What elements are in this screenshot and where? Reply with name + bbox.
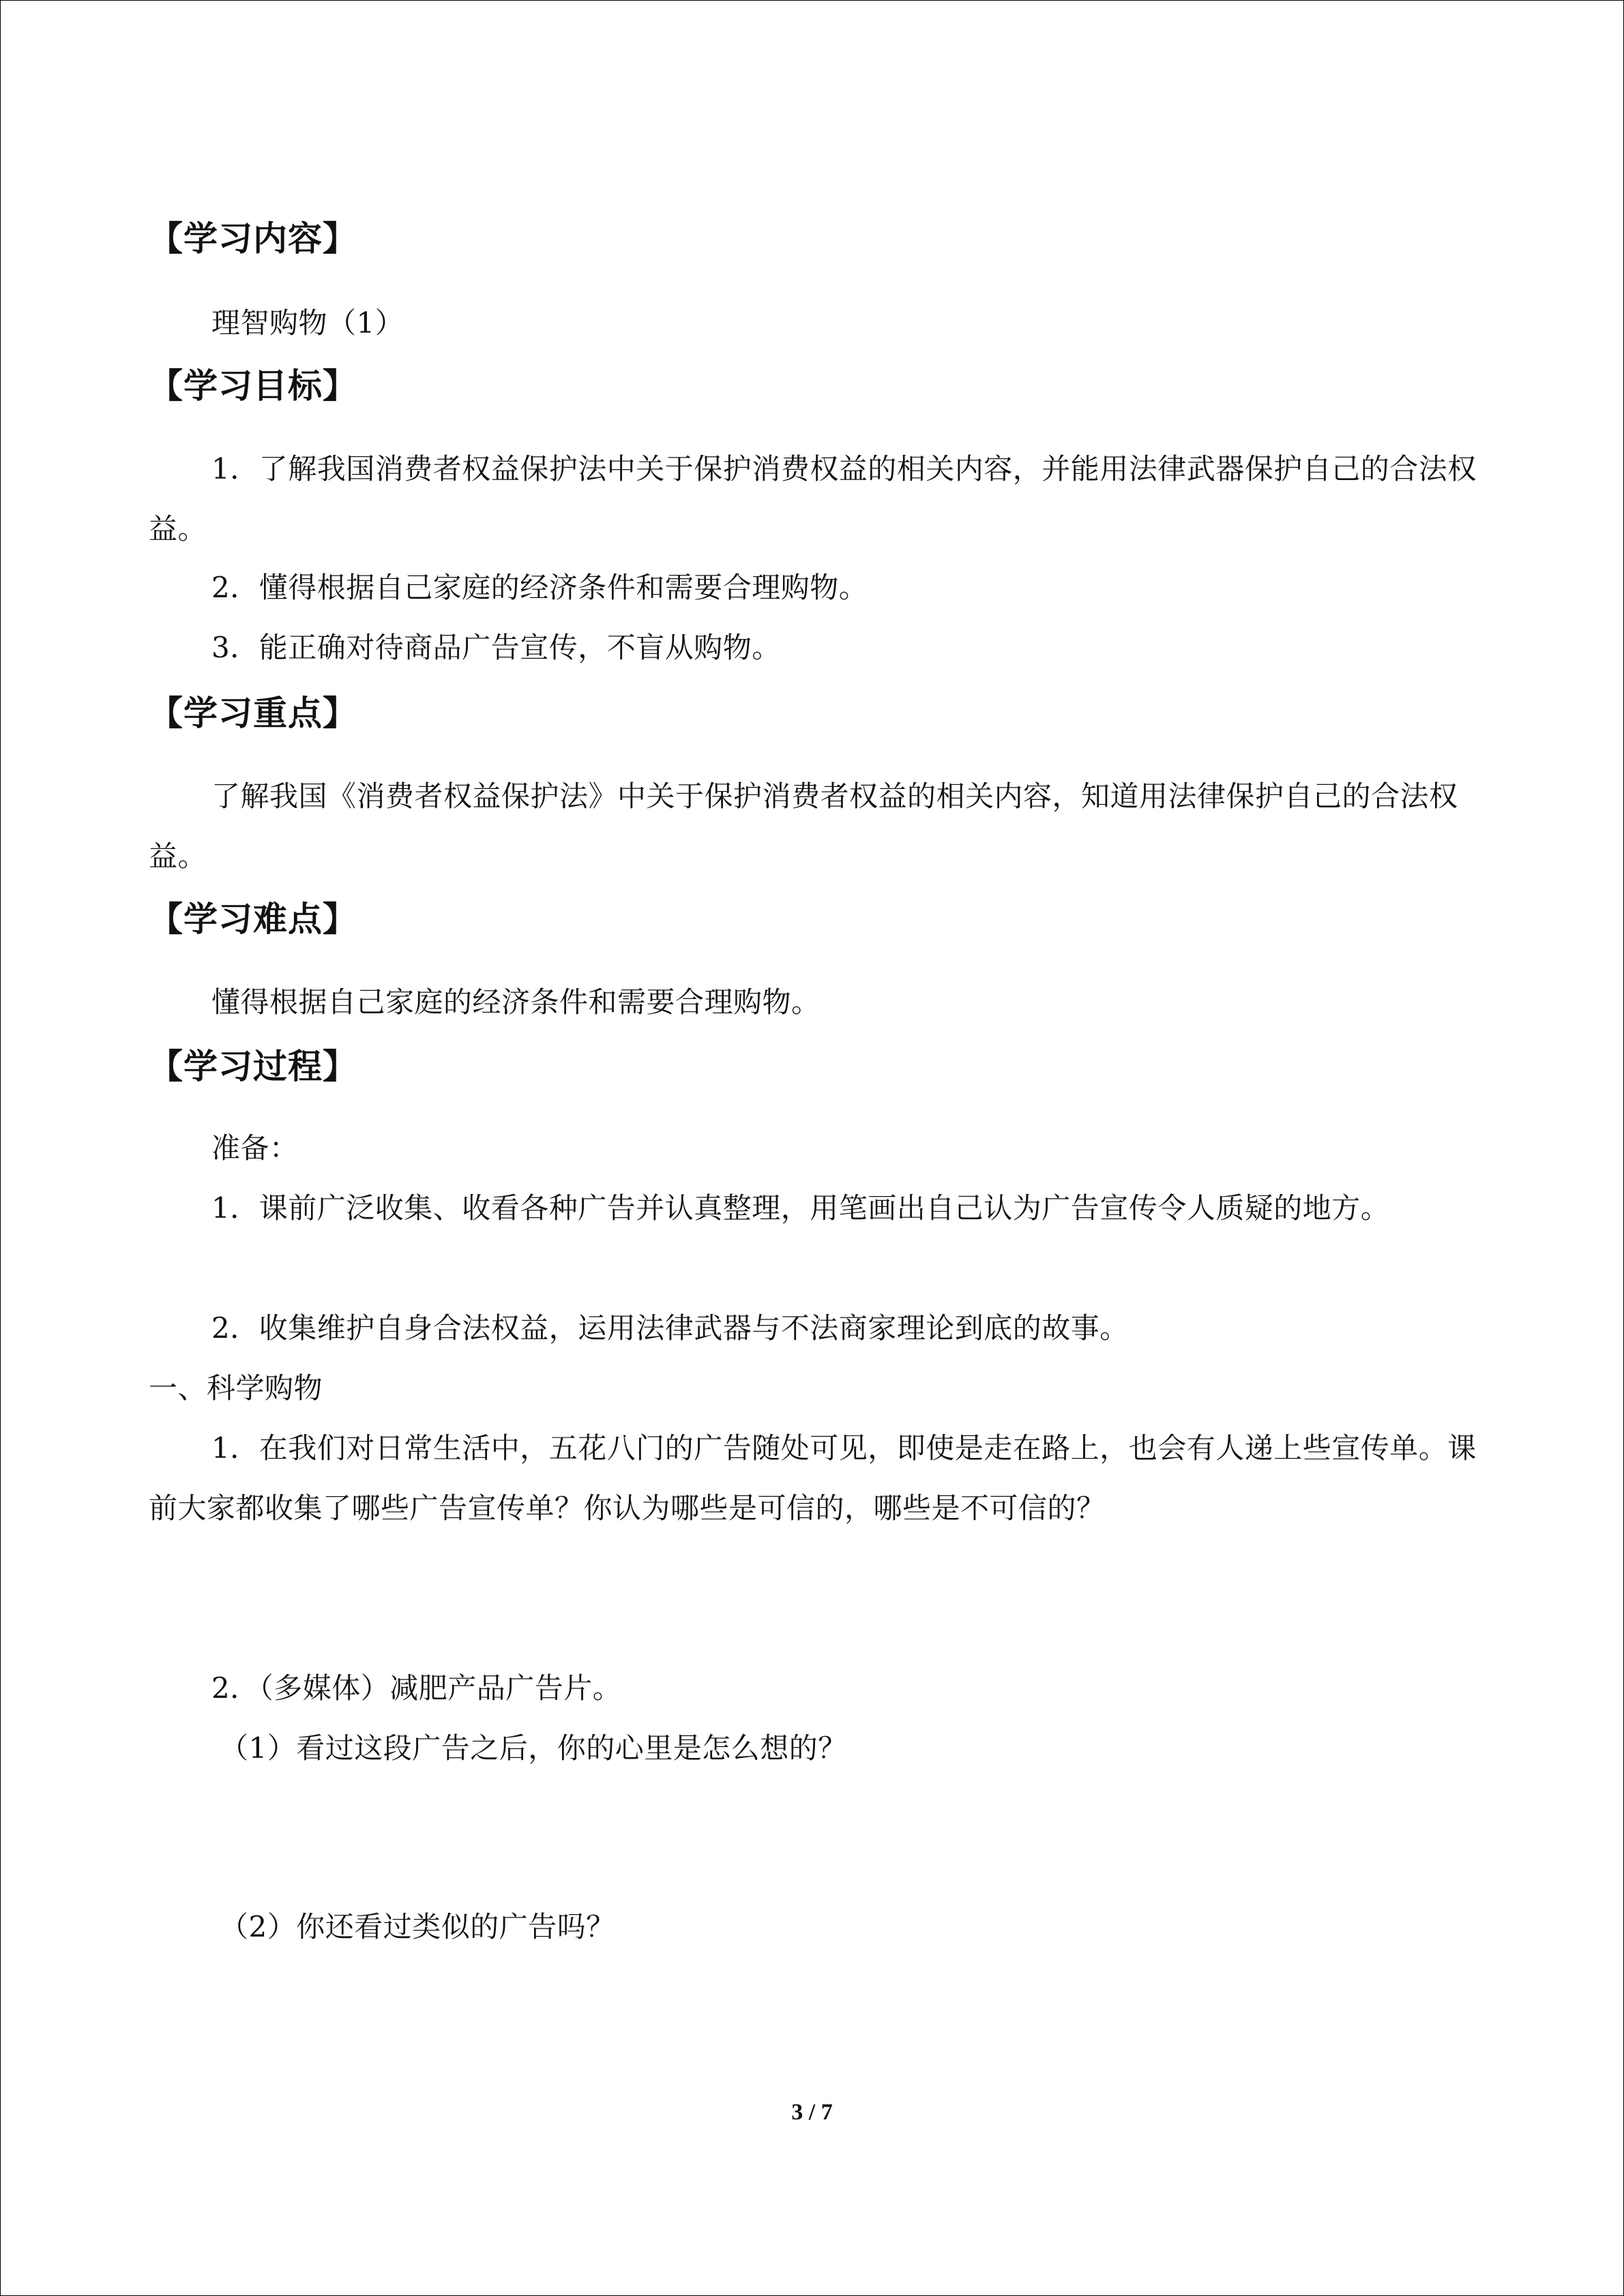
heading-study-process: 【学习过程】 [149, 1047, 357, 1086]
page-number: 3 / 7 [791, 2100, 833, 2125]
heading-study-content: 【学习内容】 [149, 219, 357, 258]
heading-key-points: 【学习重点】 [149, 694, 357, 733]
goal-item-3: 3．能正确对待商品广告宣传，不盲从购物。 [211, 631, 781, 664]
heading-difficulties: 【学习难点】 [149, 899, 357, 939]
prep-item-1: 1．课前广泛收集、收看各种广告并认真整理，用笔画出自己认为广告宣传令人质疑的地方。 [211, 1191, 1390, 1225]
part1-question-2-sub-2: （2）你还看过类似的广告吗？ [220, 1910, 615, 1943]
key-points-text: 了解我国《消费者权益保护法》中关于保护消费者权益的相关内容，知道用法律保护自己的合法权益。 [149, 779, 1458, 873]
prep-label: 准备： [211, 1131, 299, 1165]
goal-item-1: 1．了解我国消费者权益保护法中关于保护消费权益的相关内容，并能用法律武器保护自己的合法权益。 [149, 452, 1477, 546]
difficulties-text: 懂得根据自己家庭的经济条件和需要合理购物。 [211, 985, 821, 1019]
prep-item-2: 2．收集维护自身合法权益，运用法律武器与不法商家理论到底的故事。 [211, 1311, 1129, 1345]
study-content-text: 理智购物（1） [211, 306, 404, 340]
part1-question-2: 2．（多媒体）减肥产品广告片。 [211, 1671, 622, 1705]
part1-title: 一、科学购物 [149, 1371, 323, 1405]
goal-item-2: 2．懂得根据自己家庭的经济条件和需要合理购物。 [211, 571, 868, 604]
part1-question-1: 1．在我们对日常生活中，五花八门的广告随处可见，即使是走在路上，也会有人递上些宣传单。课前大家都收集了哪些广告宣传单？你认为哪些是可信的，哪些是不可信的？ [149, 1431, 1477, 1525]
heading-study-goals: 【学习目标】 [149, 366, 357, 406]
part1-question-2-sub-1: （1）看过这段广告之后，你的心里是怎么想的？ [220, 1731, 847, 1765]
